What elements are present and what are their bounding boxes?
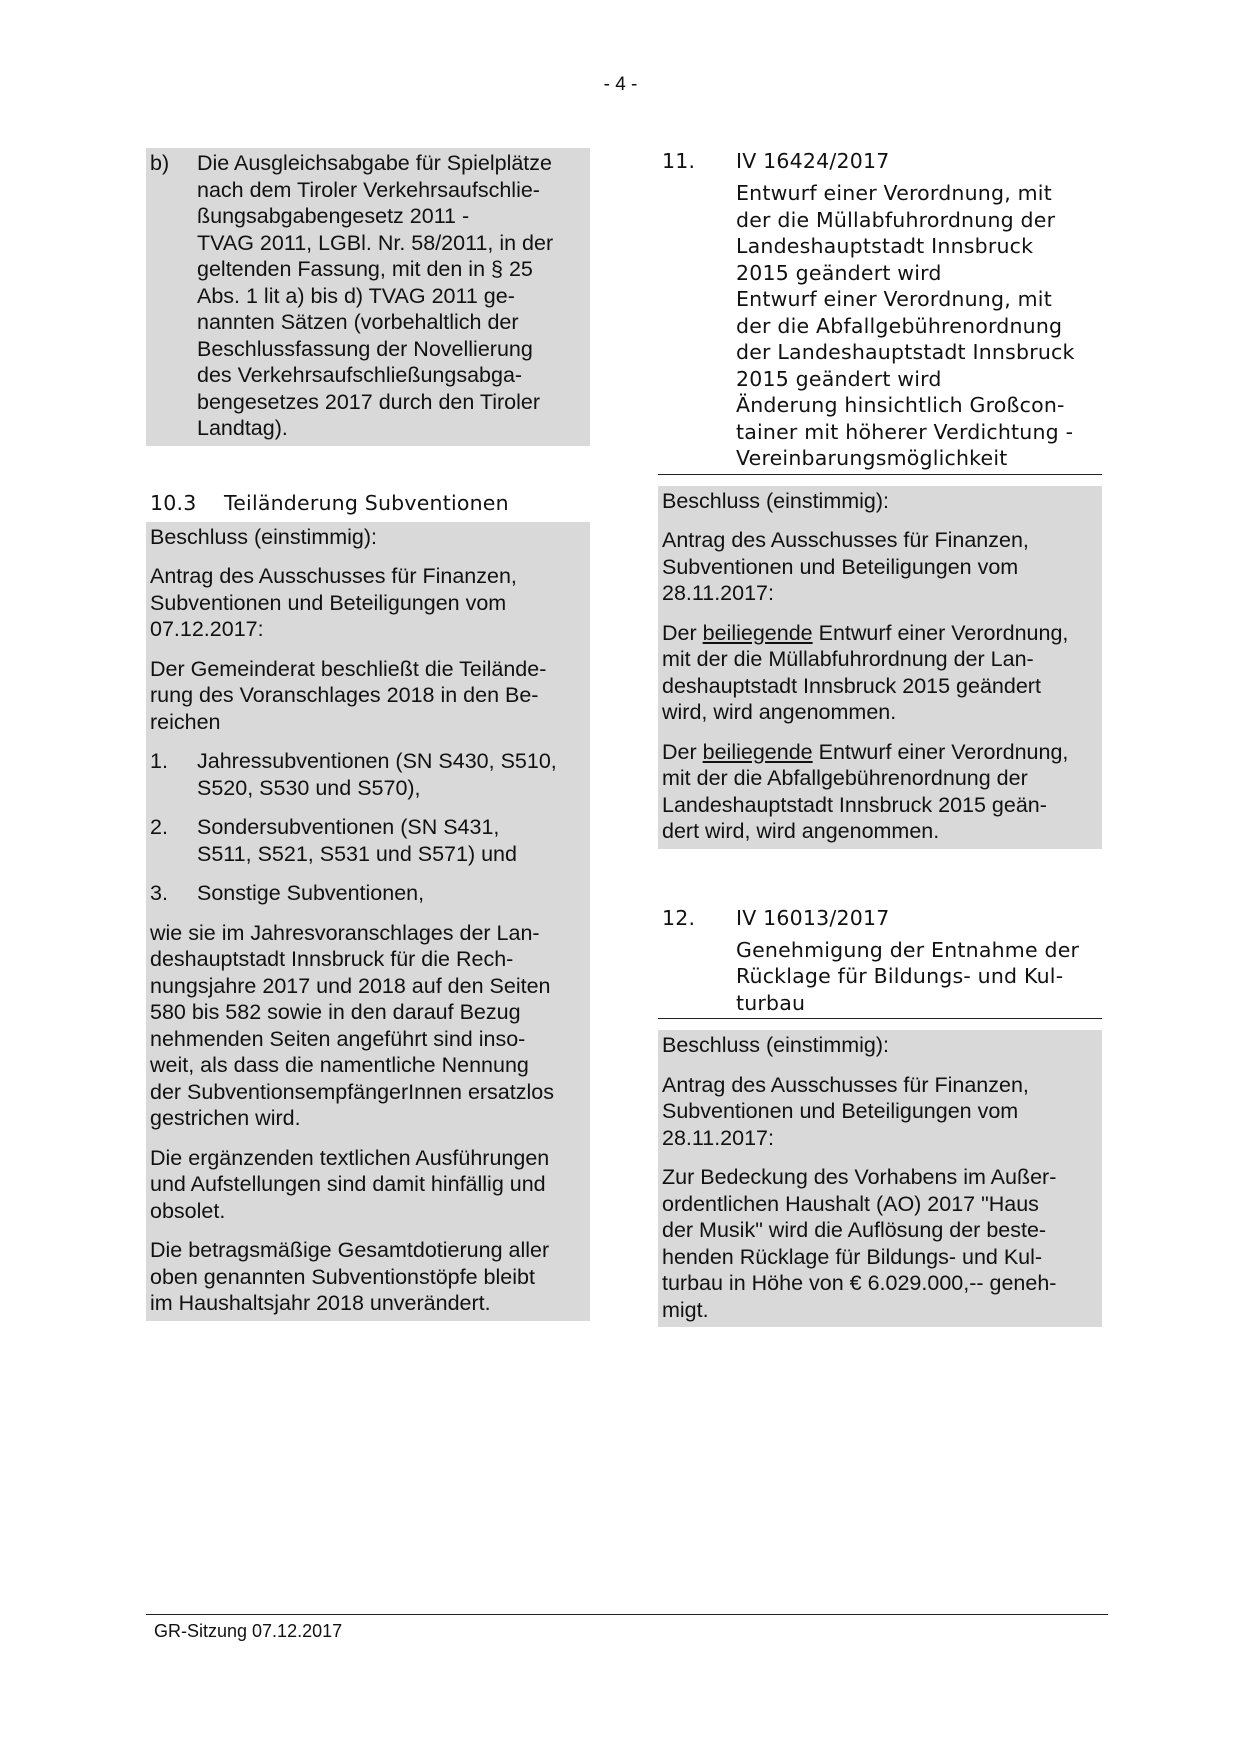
text-line: bengesetzes 2017 durch den Tiroler bbox=[197, 389, 541, 414]
section-title: IV 16013/2017 bbox=[736, 905, 890, 930]
item-label: 3. bbox=[150, 881, 168, 905]
paragraph: Zur Bedeckung des Vorhabens im Außer- ordentlichen Haushalt (AO) 2017 "Haus der Musik" wird die Auflösung der beste- henden Rücklage für Bildungs- und Kul- turbau in Höhe von € 6.029.000,-- geneh- migt. bbox=[662, 1165, 1057, 1322]
decision-label: Beschluss (einstimmig): bbox=[662, 1033, 889, 1057]
underlined-word: beiliegende bbox=[702, 620, 813, 645]
list-item-b bbox=[150, 150, 586, 442]
item-label: 1. bbox=[150, 749, 168, 773]
item-text: Sonstige Subventionen, bbox=[197, 881, 425, 905]
text-line: Abs. 1 lit a) bis d) TVAG 2011 ge- bbox=[197, 283, 515, 308]
text-line: nannten Sätzen (vorbehaltlich der bbox=[197, 310, 519, 334]
list-item bbox=[150, 748, 586, 801]
underlined-word: beiliegende bbox=[702, 739, 813, 764]
intro-text: Der Gemeinderat beschließt die Teilände- rung des Voranschlages 2018 in den Be- reichen bbox=[150, 656, 547, 734]
motion-text: Antrag des Ausschusses für Finanzen, Subventionen und Beteiligungen vom 28.11.2017: bbox=[662, 1072, 1029, 1150]
section-11-heading bbox=[662, 148, 1102, 174]
text-line: Die Ausgleichsabgabe für Spielplätze bbox=[197, 151, 552, 175]
left-column bbox=[146, 148, 590, 1321]
section-12-subject: Genehmigung der Entnahme der Rücklage für Bildungs- und Kul- turbau bbox=[658, 937, 1102, 1020]
list-item bbox=[150, 814, 586, 867]
text-line: geltenden Fassung, mit den in § 25 bbox=[197, 257, 533, 281]
section-number: 12. bbox=[662, 905, 696, 930]
section-title: IV 16424/2017 bbox=[736, 149, 890, 173]
section-10-3-decision-block bbox=[146, 522, 590, 1321]
text-line: nach dem Tiroler Verkehrsaufschlie- bbox=[197, 177, 540, 202]
text-line: TVAG 2011, LGBl. Nr. 58/2011, in der bbox=[197, 230, 554, 255]
section-11-subject: Entwurf einer Verordnung, mit der die Müllabfuhrordnung der Landeshauptstadt Innsbruck 2015 geändert wird Entwurf einer Verordnung, mit der die Abfallgebührenordnung der Landeshauptstadt Innsbruck 2015 geändert wird Änderung hinsichtlich Großcon- tainer mit höherer Verdichtung - Vereinbarungsmöglichkeit bbox=[658, 180, 1102, 475]
section-11-decision-block bbox=[658, 486, 1102, 849]
section-10-3-heading bbox=[150, 490, 590, 516]
section-number: 11. bbox=[662, 149, 696, 173]
item-b-block bbox=[146, 148, 590, 446]
motion-text: Antrag des Ausschusses für Finanzen, Subventionen und Beteiligungen vom 28.11.2017: bbox=[662, 528, 1029, 605]
paragraph: Der beiliegende Entwurf einer Verordnung, mit der die Müllabfuhrordnung der Lan- deshauptstadt Innsbruck 2015 geändert wird, wird angenommen. bbox=[662, 620, 1069, 724]
item-label: b) bbox=[150, 151, 170, 175]
text-line: Landtag). bbox=[197, 416, 288, 440]
item-text: Jahressubventionen (SN S430, S510, S520, S530 und S570), bbox=[197, 749, 557, 800]
decision-label: Beschluss (einstimmig): bbox=[662, 488, 889, 513]
list-item bbox=[150, 880, 586, 907]
paragraph: Die ergänzenden textlichen Ausführungen und Aufstellungen sind damit hinfällig und obsolet. bbox=[150, 1145, 550, 1223]
right-column bbox=[658, 148, 1102, 1327]
section-title: Teiländerung Subventionen bbox=[224, 490, 509, 515]
paragraph: Die betragsmäßige Gesamtdotierung aller oben genannten Subventionstöpfe bleibt im Haushaltsjahr 2018 unverändert. bbox=[150, 1238, 550, 1315]
text-line: des Verkehrsaufschließungsabga- bbox=[197, 363, 523, 387]
text-line: Beschlussfassung der Novellierung bbox=[197, 336, 533, 361]
item-text bbox=[197, 150, 586, 442]
decision-label: Beschluss (einstimmig): bbox=[150, 524, 377, 549]
item-label: 2. bbox=[150, 815, 168, 839]
page-footer: GR-Sitzung 07.12.2017 bbox=[146, 1614, 1108, 1642]
page-number: - 4 - bbox=[603, 74, 638, 95]
paragraph: wie sie im Jahresvoranschlages der Lan- deshauptstadt Innsbruck für die Rech- nungsjahre 2017 und 2018 auf den Seiten 580 bis 582 sowie in den darauf Bezug nehmenden Seiten angeführt sind inso- weit, als dass die namentliche Nennung der SubventionsempfängerInnen ersatzlos gestrichen wird. bbox=[150, 920, 554, 1130]
paragraph: Der beiliegende Entwurf einer Verordnung, mit der die Abfallgebührenordnung der Landeshauptstadt Innsbruck 2015 geän- dert wird, wird angenommen. bbox=[662, 739, 1069, 843]
section-12-decision-block bbox=[658, 1030, 1102, 1327]
section-number: 10.3 bbox=[150, 490, 197, 515]
section-12-heading bbox=[662, 905, 1102, 931]
text-line: ßungsabgabengesetz 2011 - bbox=[197, 204, 470, 228]
item-text: Sondersubventionen (SN S431, S511, S521, S531 und S571) und bbox=[197, 815, 517, 866]
motion-text: Antrag des Ausschusses für Finanzen, Subventionen und Beteiligungen vom 07.12.2017: bbox=[150, 564, 517, 641]
